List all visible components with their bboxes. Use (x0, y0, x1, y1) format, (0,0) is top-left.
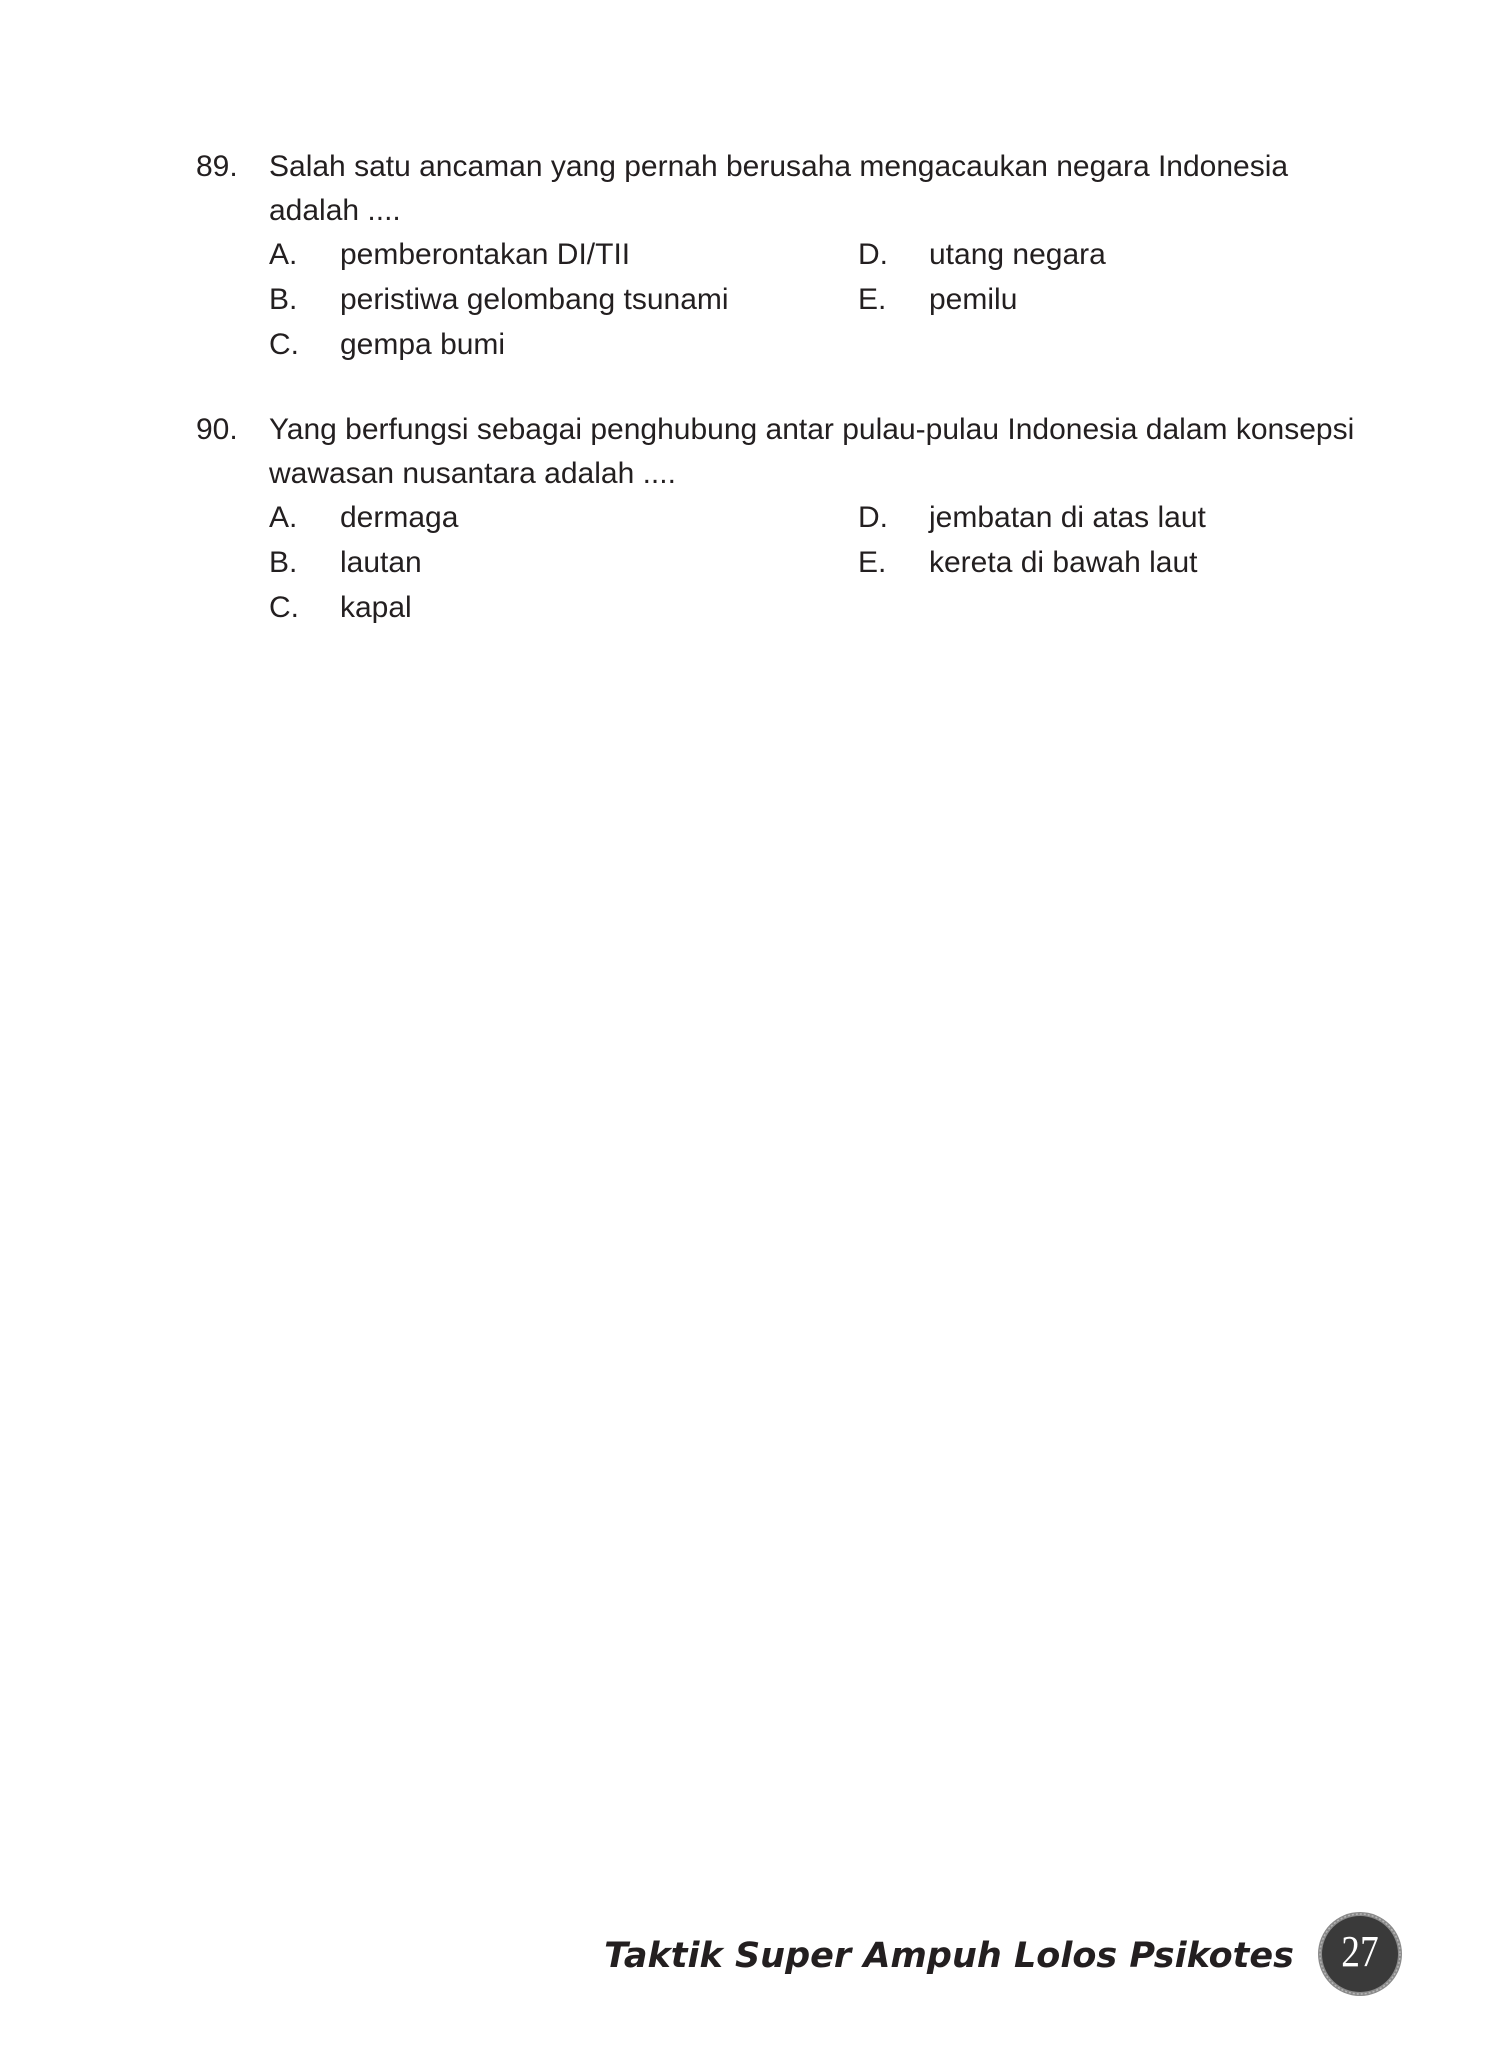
option-text: kereta di bawah laut (929, 546, 1198, 579)
option-text: dermaga (340, 501, 459, 534)
question-89 (196, 145, 1356, 365)
option-text: pemilu (929, 283, 1018, 316)
answer-options (269, 233, 1356, 365)
option-letter: C. (269, 591, 299, 624)
option-letter: B. (269, 546, 298, 579)
option-letter: E. (858, 283, 887, 316)
option-text: kapal (340, 591, 412, 624)
option-text: peristiwa gelombang tsunami (340, 283, 729, 316)
answer-options (269, 496, 1356, 628)
question-text: Yang berfungsi sebagai penghubung antar pulau-pulau Indonesia dalam konsepsi wawasan nusantara adalah .... (269, 413, 1355, 490)
option-text: lautan (340, 546, 422, 579)
page-badge (1316, 1910, 1404, 1998)
option-text: pemberontakan DI/TII (340, 238, 631, 271)
option-letter: B. (269, 283, 298, 316)
page-number: 27 (1341, 1927, 1379, 1976)
option-letter: D. (858, 238, 888, 271)
option-letter: A. (269, 238, 298, 271)
option-letter: D. (858, 501, 888, 534)
question-90 (196, 408, 1356, 628)
option-text: gempa bumi (340, 328, 506, 361)
option-text: jembatan di atas laut (929, 501, 1206, 534)
question-number: 89. (196, 150, 238, 183)
book-title: Taktik Super Ampuh Lolos Psikotes (604, 1936, 1294, 1976)
option-letter: C. (269, 328, 299, 361)
option-text: utang negara (929, 238, 1106, 271)
question-number: 90. (196, 413, 238, 446)
question-text: Salah satu ancaman yang pernah berusaha mengacaukan negara Indonesia adalah .... (269, 150, 1289, 227)
option-letter: A. (269, 501, 298, 534)
option-letter: E. (858, 546, 887, 579)
